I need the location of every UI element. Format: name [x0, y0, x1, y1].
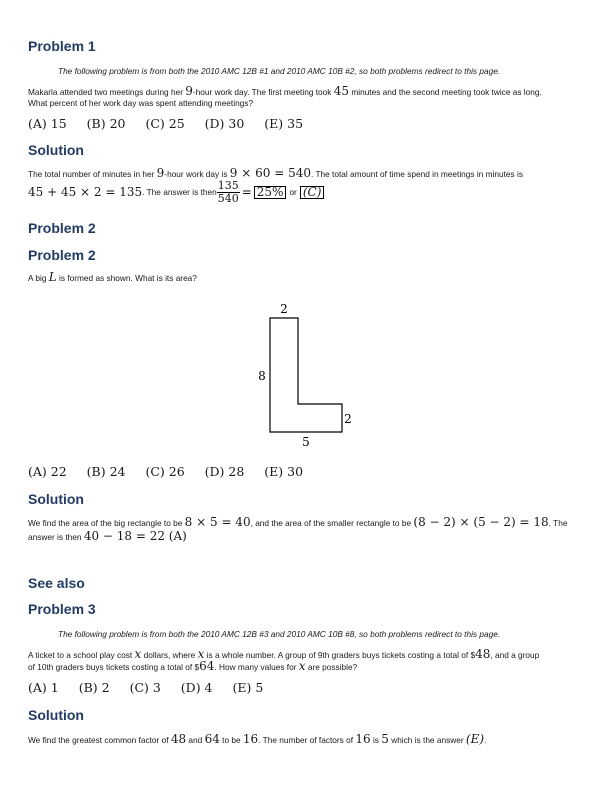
label-left: 8 — [258, 369, 266, 383]
problem-1-question: Makarla attended two meetings during her 9-hour work day. The first meeting took 45 minutes and the second meeting took twice as long. What percent of her work day was spent attending meetings? — [28, 84, 542, 108]
problem-1-note: The following problem is from both the 2010 AMC 12B #1 and 2010 AMC 10B #2, so both problems redirect to this page. — [58, 66, 501, 76]
boxed-answer-letter: (C) — [300, 186, 325, 199]
problem-2-question: A big L is formed as shown. What is its area? — [28, 270, 197, 284]
choice-a: (A) 15 — [28, 116, 67, 131]
choice-e: (E) 35 — [264, 116, 304, 131]
problem-2-solution-line-1: We find the area of the big rectangle to be 8 × 5 = 40, and the area of the smaller rectangle to be (8 − 2) × (5 − 2) = 18. The — [28, 515, 568, 529]
choice-b: (B) 20 — [86, 116, 126, 131]
choice-d: (D) 4 — [180, 680, 213, 695]
boxed-answer-percent: 25% — [254, 186, 287, 199]
choice-c: (C) 25 — [145, 116, 185, 131]
problem-2-heading-repeat: Problem 2 — [28, 247, 96, 263]
label-right: 2 — [344, 412, 352, 426]
problem-2-choices — [28, 464, 319, 479]
problem-3-solution: We find the greatest common factor of 48 and 64 to be 16. The number of factors of 16 is 5 which is the answer (E). — [28, 732, 487, 746]
choice-d: (D) 30 — [204, 116, 245, 131]
choice-b: (B) 24 — [86, 464, 126, 479]
see-also-heading[interactable]: See also — [28, 575, 85, 591]
l-shape-figure — [240, 296, 370, 456]
problem-3-heading: Problem 3 — [28, 601, 96, 617]
problem-3-note: The following problem is from both the 2010 AMC 12B #3 and 2010 AMC 10B #8, so both problems redirect to this page. — [58, 629, 501, 639]
fraction: $\frac{135}{540}$ — [217, 179, 239, 205]
choice-c: (C) 3 — [129, 680, 161, 695]
problem-1-choices — [28, 116, 319, 131]
problem-2-solution-heading: Solution — [28, 491, 84, 507]
choice-a: (A) 22 — [28, 464, 67, 479]
choice-a: (A) 1 — [28, 680, 59, 695]
label-top: 2 — [280, 302, 288, 316]
problem-2-heading: Problem 2 — [28, 220, 96, 236]
l-shape-outline — [270, 318, 342, 432]
problem-3-question: A ticket to a school play cost x dollars, where x is a whole number. A group of 9th graders buys tickets costing a total of $48, and a group of 10th graders buys tickets costing a total of $64. How many values for x are possible? — [28, 647, 540, 673]
choice-d: (D) 28 — [204, 464, 245, 479]
choice-b: (B) 2 — [78, 680, 110, 695]
problem-3-solution-heading: Solution — [28, 707, 84, 723]
problem-3-choices — [28, 680, 279, 695]
choice-e: (E) 30 — [264, 464, 304, 479]
label-bottom: 5 — [302, 435, 310, 449]
choice-e: (E) 5 — [232, 680, 264, 695]
problem-1-solution-heading: Solution — [28, 142, 84, 158]
problem-1-heading: Problem 1 — [28, 38, 96, 54]
problem-1-solution-line-2: 45 + 45 × 2 = 135 . The answer is then $\frac{135}{540}$ = 25% or (C) — [28, 180, 324, 205]
choice-c: (C) 26 — [145, 464, 185, 479]
problem-2-solution-line-2: answer is then 40 − 18 = 22 (A) — [28, 529, 187, 543]
problem-1-solution-line-1: The total number of minutes in her 9-hour work day is 9 × 60 = 540. The total amount of time spend in meetings in minutes is — [28, 166, 523, 180]
